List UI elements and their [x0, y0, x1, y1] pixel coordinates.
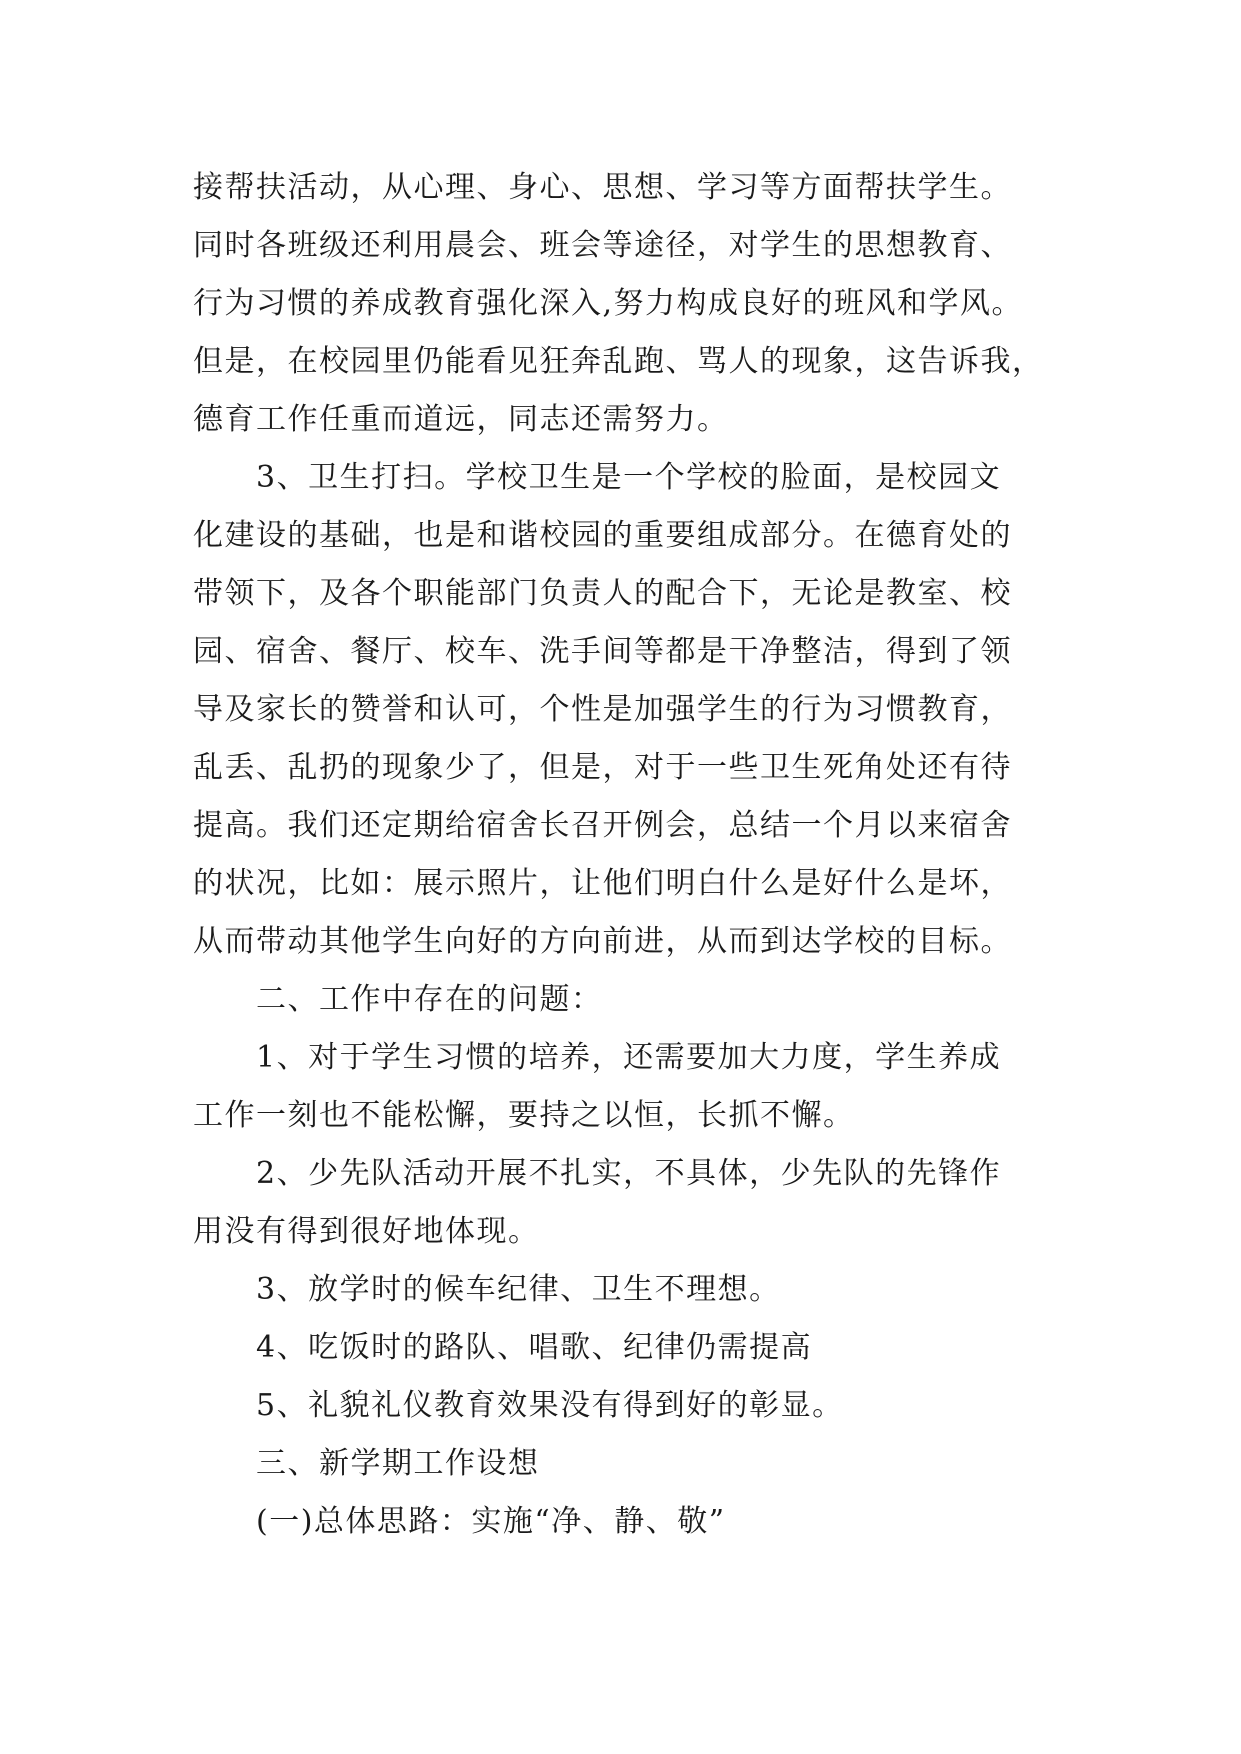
section-heading: 二、工作中存在的问题： — [256, 982, 603, 1017]
text-line: 园、宿舍、餐厅、校车、洗手间等都是干净整洁，得到了领 — [193, 634, 1012, 669]
text-line: 行为习惯的养成教育强化深入,努力构成良好的班风和学风。 — [193, 286, 1024, 321]
text-line: 用没有得到很好地体现。 — [193, 1214, 540, 1249]
text-line: 提高。我们还定期给宿舍长召开例会，总结一个月以来宿舍 — [193, 808, 1012, 843]
paragraph-start-line: 3、卫生打扫。学校卫生是一个学校的脸面，是校园文 — [256, 460, 1002, 495]
section-heading: 三、新学期工作设想 — [256, 1446, 540, 1481]
text-line: 从而带动其他学生向好的方向前进，从而到达学校的目标。 — [193, 924, 1012, 959]
list-item: 4、吃饭时的路队、唱歌、纪律仍需提高 — [256, 1330, 813, 1365]
text-line: 接帮扶活动，从心理、身心、思想、学习等方面帮扶学生。 — [193, 170, 1012, 205]
text-line: 同时各班级还利用晨会、班会等途径，对学生的思想教育、 — [193, 228, 1012, 263]
paragraph-start-line: 2、少先队活动开展不扎实，不具体，少先队的先锋作 — [256, 1156, 1002, 1191]
subsection-heading: (一)总体思路：实施“净、静、敬” — [256, 1504, 726, 1539]
text-line: 乱丢、乱扔的现象少了，但是，对于一些卫生死角处还有待 — [193, 750, 1012, 785]
text-line: 化建设的基础，也是和谐校园的重要组成部分。在德育处的 — [193, 518, 1012, 553]
text-line: 带领下，及各个职能部门负责人的配合下，无论是教室、校 — [193, 576, 1012, 611]
paragraph-start-line: 1、对于学生习惯的培养，还需要加大力度，学生养成 — [256, 1040, 1002, 1075]
list-item: 5、礼貌礼仪教育效果没有得到好的彰显。 — [256, 1388, 844, 1423]
text-line: 但是，在校园里仍能看见狂奔乱跑、骂人的现象，这告诉我， — [193, 344, 1044, 379]
text-line: 的状况，比如：展示照片，让他们明白什么是好什么是坏， — [193, 866, 1012, 901]
text-line: 德育工作任重而道远，同志还需努力。 — [193, 402, 729, 437]
text-line: 导及家长的赞誉和认可，个性是加强学生的行为习惯教育， — [193, 692, 1012, 727]
list-item: 3、放学时的候车纪律、卫生不理想。 — [256, 1272, 781, 1307]
text-line: 工作一刻也不能松懈，要持之以恒，长抓不懈。 — [193, 1098, 855, 1133]
